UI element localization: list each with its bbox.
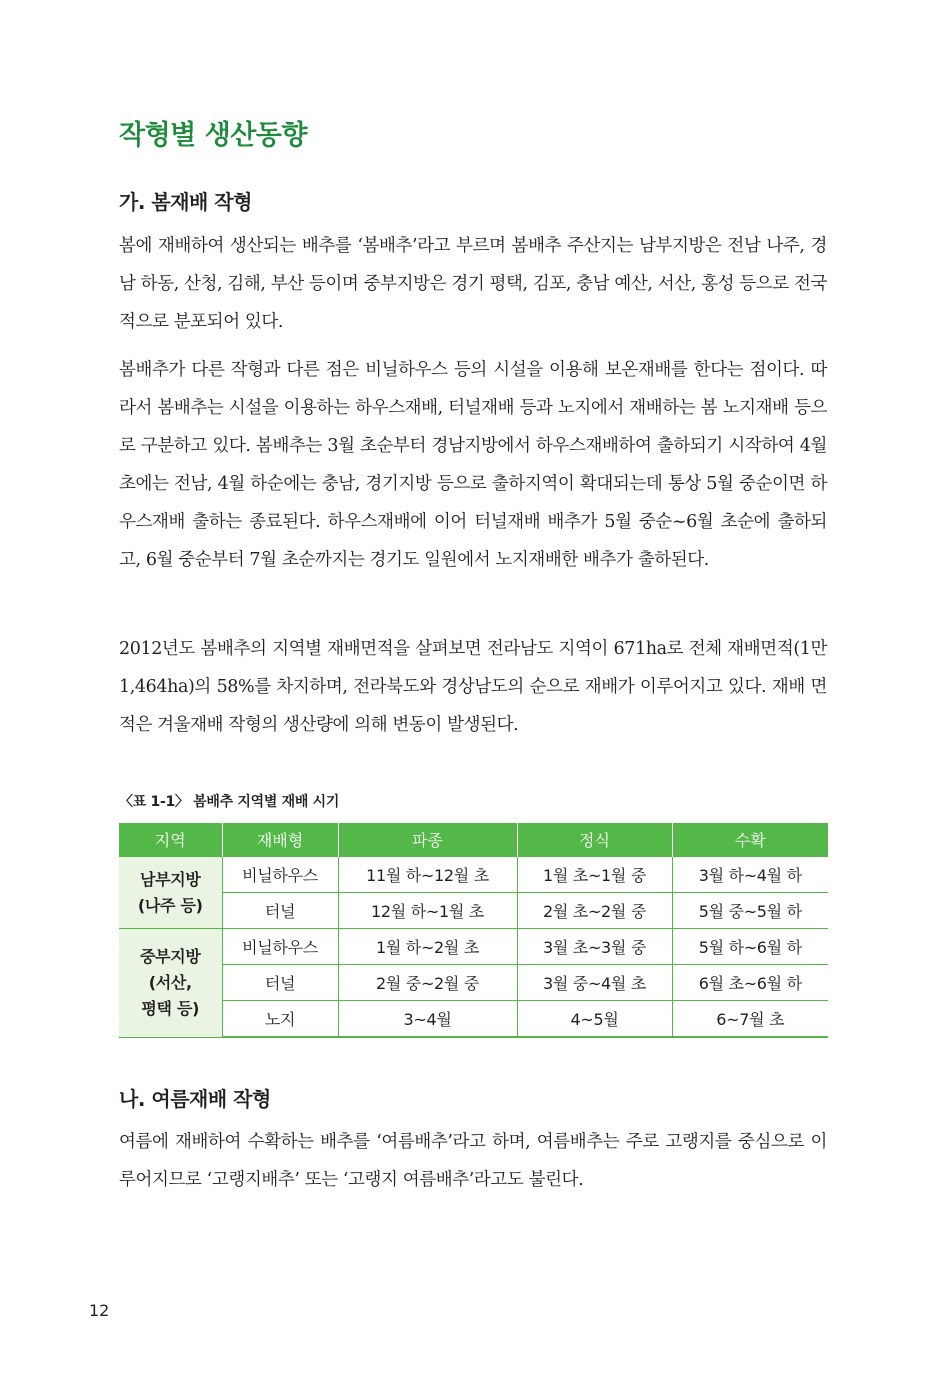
paragraph: 2012년도 봄배추의 지역별 재배면적을 살펴보면 전라남도 지역이 671ha로 전체 재배면적(1만1,464ha)의 58%를 차지하며, 전라북도와 경상남도의 순으로 재배가 이루어지고 있다. 재배 면적은 겨울재배 작형의 생산량에 의해 변동이 발생된다. <box>119 639 827 735</box>
table-cell: 5월 중~5월 하 <box>672 893 828 929</box>
table-cell: 3월 중~4월 초 <box>517 965 672 1001</box>
table-cell: 4~5월 <box>517 1001 672 1038</box>
table-cell: 3~4월 <box>338 1001 517 1038</box>
table-cell: 6월 초~6월 하 <box>672 965 828 1001</box>
table-cell: 비닐하우스 <box>222 857 338 893</box>
table-header-row <box>119 823 828 857</box>
table-cell: 1월 하~2월 초 <box>338 929 517 965</box>
schedule-table <box>119 823 828 1038</box>
section-title: 작형별 생산동향 <box>119 120 307 151</box>
table-row <box>119 893 828 929</box>
paragraph: 봄에 재배하여 생산되는 배추를 ‘봄배추’라고 부르며 봄배추 주산지는 남부지방은 전남 나주, 경남 하동, 산청, 김해, 부산 등이며 중부지방은 경기 평택, 김포, 충남 예산, 서산, 홍성 등으로 전국적으로 분포되어 있다. <box>119 236 827 332</box>
table-cell: 3월 초~3월 중 <box>517 929 672 965</box>
table-cell: 5월 하~6월 하 <box>672 929 828 965</box>
paragraph: 여름에 재배하여 수확하는 배추를 ‘여름배추’라고 하며, 여름배추는 주로 고랭지를 중심으로 이루어지므로 ‘고랭지배추’ 또는 ‘고랭지 여름배추’라고도 불린다. <box>119 1132 827 1190</box>
region-cell: 남부지방 (나주 등) <box>119 857 222 929</box>
column-header: 파종 <box>338 823 517 857</box>
table-row <box>119 965 828 1001</box>
page-number: 12 <box>89 1301 110 1320</box>
region-cell: 중부지방 (서산, 평택 등) <box>119 929 222 1038</box>
column-header: 지역 <box>119 823 222 857</box>
table-row <box>119 857 828 893</box>
table-cell: 3월 하~4월 하 <box>672 857 828 893</box>
table-cell: 터널 <box>222 893 338 929</box>
subsection-heading-spring: 가. 봄재배 작형 <box>119 190 252 214</box>
column-header: 재배형 <box>222 823 338 857</box>
column-header: 수확 <box>672 823 828 857</box>
paragraph: 봄배추가 다른 작형과 다른 점은 비닐하우스 등의 시설을 이용해 보온재배를 한다는 점이다. 따라서 봄배추는 시설을 이용하는 하우스재배, 터널재배 등과 노지에서 재배하는 봄 노지재배 등으로 구분하고 있다. 봄배추는 3월 초순부터 경남지방에서 하우스재배하여 출하되기 시작하여 4월 초에는 전남, 4월 하순에는 충남, 경기지방 등으로 출하지역이 확대되는데 통상 5월 중순이면 하우스재배 출하는 종료된다. 하우스재배에 이어 터널재배 배추가 5월 중순~6월 초순에 출하되고, 6월 중순부터 7월 초순까지는 경기도 일원에서 노지재배한 배추가 출하된다. <box>119 360 827 570</box>
table-cell: 노지 <box>222 1001 338 1038</box>
table-row <box>119 1001 828 1038</box>
table-cell: 비닐하우스 <box>222 929 338 965</box>
subsection-heading-summer: 나. 여름재배 작형 <box>119 1087 271 1111</box>
table-cell: 2월 초~2월 중 <box>517 893 672 929</box>
table-cell: 6~7월 초 <box>672 1001 828 1038</box>
table-cell: 12월 하~1월 초 <box>338 893 517 929</box>
table-row <box>119 929 828 965</box>
table-cell: 2월 중~2월 중 <box>338 965 517 1001</box>
column-header: 정식 <box>517 823 672 857</box>
table-cell: 11월 하~12월 초 <box>338 857 517 893</box>
table-caption: 〈표 1-1〉 봄배추 지역별 재배 시기 <box>119 794 340 810</box>
table-cell: 터널 <box>222 965 338 1001</box>
table-cell: 1월 초~1월 중 <box>517 857 672 893</box>
